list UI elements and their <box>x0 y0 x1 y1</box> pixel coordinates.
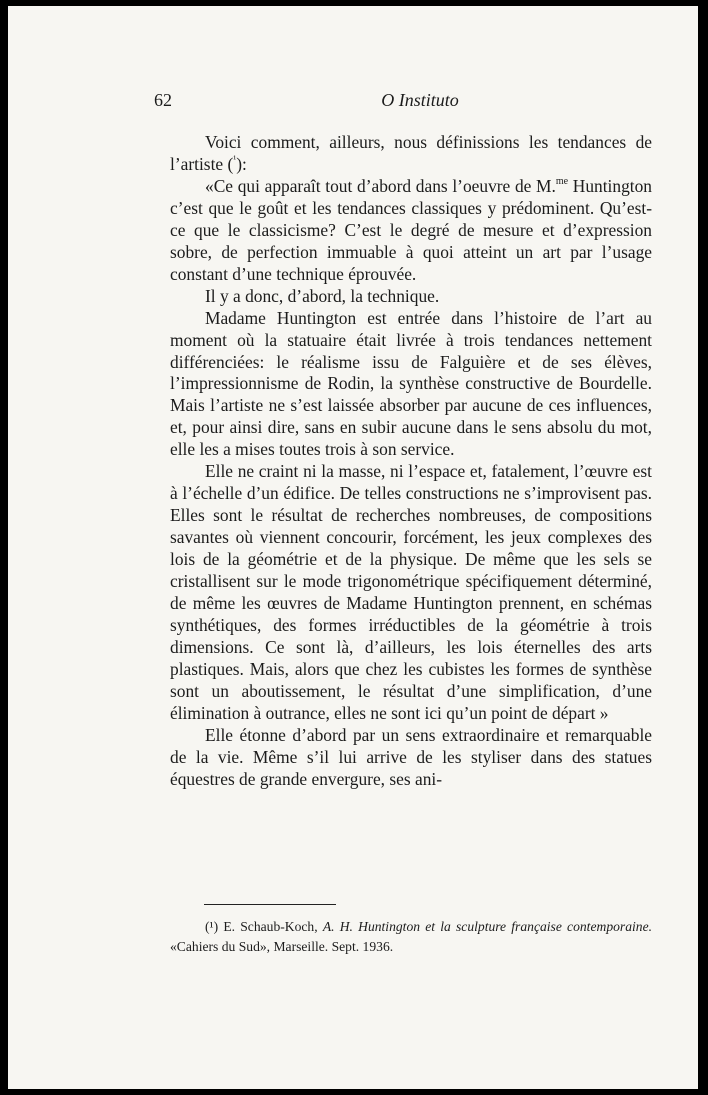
page-number: 62 <box>154 90 172 110</box>
paragraph: Madame Huntington est entrée dans l’histoire de l’art au moment où la statuaire était livrée à trois tendances nettement différenciées: le réalisme issu de Falguière et de ses élèves, l’impressionnisme de Rodin, la synthèse constructive de Bourdelle. Mais l’artiste ne s’est laissée absorber par aucune de ces influences, et, pour ainsi dire, sans en subir aucune dans le sens absolu du mot, elle les a mises toutes trois à son service. <box>170 307 652 460</box>
running-header <box>154 90 646 116</box>
footnote-divider <box>204 904 336 905</box>
paragraph: Il y a donc, d’abord, la technique. <box>205 285 440 306</box>
footnote-marker: (¹) <box>205 919 219 934</box>
superscript: me <box>555 176 569 188</box>
footnote-reference: ¹ <box>233 154 237 166</box>
footnote-title: A. H. Huntington et la sculpture française contemporaine. <box>322 919 653 934</box>
document-page <box>8 6 698 1089</box>
footnote-source: «Cahiers du Sud», Marseille. Sept. 1936. <box>170 939 394 954</box>
running-title: O Instituto <box>381 90 459 110</box>
paragraph: Voici comment, ailleurs, nous définissions les tendances de l’artiste ($^{^1}$): <box>170 132 652 174</box>
paragraph: Elle étonne d’abord par un sens extraordinaire et remarquable de la vie. Même s’il lui arrive de les styliser dans des statues équestres de grande envergure, ses ani- <box>170 724 652 789</box>
paragraph: «Ce qui apparaît tout d’abord dans l’oeuvre de M.$^{me}$ Huntington c’est que le goût et les tendances classiques y prédominent. Qu’est-ce que le classicisme? C’est le degré de mesure et d’expression sobre, de perfection immuable à quoi atteint un art par l’usage constant d’une technique éprouvée. <box>170 175 653 284</box>
footnote <box>170 917 652 957</box>
body-text <box>170 132 652 791</box>
paragraph: Elle ne craint ni la masse, ni l’espace et, fatalement, l’œuvre est à l’échelle d’un édifice. De telles constructions ne s’improvisent pas. Elles sont le résultat de recherches nombreuses, de compositions savantes où viennent concourir, forcément, les jeux complexes des lois de la géométrie et de la physique. De même que les sels se cristallisent sur le mode trigonométrique spécifiquement déterminé, de même les œuvres de Madame Huntington prennent, en schémas synthétiques, des formes irréductibles de la géométrie à trois dimensions. Ce sont là, d’ailleurs, les lois éternelles des arts plastiques. Mais, alors que chez les cubistes les formes de synthèse sont un aboutissement, le résultat d’une simplification, d’une élimination à outrance, elles ne sont ici qu’un point de départ » <box>170 461 652 723</box>
footnote-author: E. Schaub-Koch, <box>223 919 318 934</box>
